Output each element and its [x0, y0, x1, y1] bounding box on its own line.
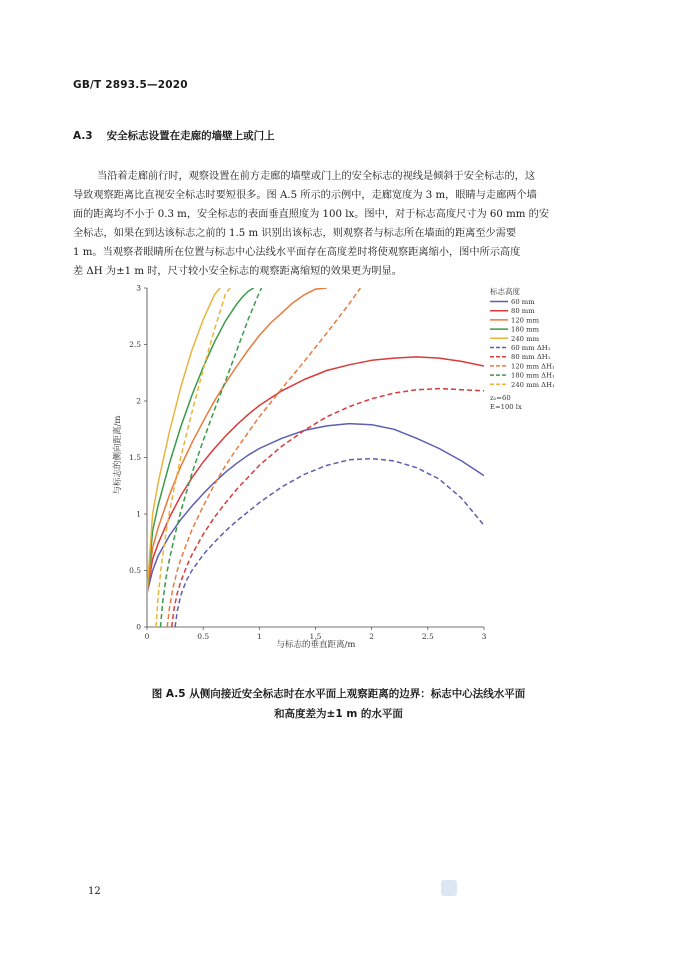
- series-line: [147, 357, 484, 593]
- section-number: A.3: [73, 130, 93, 142]
- series-line: [175, 459, 484, 627]
- y-tick-label: 1.5: [129, 453, 141, 462]
- legend-label: 180 mm: [511, 325, 540, 334]
- legend-note: z₀=60: [490, 394, 511, 402]
- paragraph-line: 当沿着走廊前行时，观察设置在前方走廊的墙壁或门上的安全标志的视线是倾斜于安全标志的，这: [97, 171, 536, 182]
- plot-area: [129, 284, 487, 642]
- series-line: [147, 424, 484, 593]
- series-line: [156, 288, 230, 627]
- legend-title: 标志高度: [490, 287, 520, 296]
- y-axis-label: 与标志的侧向距离/m: [113, 415, 123, 495]
- section-heading: [73, 128, 275, 143]
- figure-caption-line: 和高度差为±1 m 的水平面: [274, 708, 403, 720]
- paragraph-line: 1 m。当观察者眼睛所在位置与标志中心法线水平面存在高度差时将使观察距离缩小，图中所示高度: [73, 247, 521, 258]
- series-line: [147, 288, 327, 593]
- figure-caption: [0, 684, 677, 724]
- standard-code-header: GB/T 2893.5—2020: [73, 79, 188, 91]
- y-tick-label: 3: [136, 283, 141, 293]
- x-tick-label: 3: [481, 632, 487, 641]
- legend-label: 240 mm ΔH₁: [511, 380, 555, 389]
- paragraph-line: 差 ΔH 为±1 m 时，尺寸较小安全标志的观察距离缩短的效果更为明显。: [73, 266, 402, 277]
- y-tick-label: 1: [136, 509, 141, 519]
- series-lines: [147, 288, 484, 627]
- x-tick-label: 2.5: [421, 632, 434, 641]
- legend-label: 240 mm: [511, 334, 540, 343]
- y-tick-label: 0.5: [129, 566, 141, 575]
- paragraph-line: 导致观察距离比直视安全标志时要短很多。图 A.5 所示的示例中，走廊宽度为 3 m，眼睛与走廊两个墙: [73, 190, 537, 201]
- legend-label: 80 mm: [511, 307, 535, 316]
- legend-label: 120 mm ΔH₁: [511, 362, 555, 371]
- y-tick-label: 0: [136, 622, 141, 632]
- paragraph-line: 面的距离均不小于 0.3 m，安全标志的表面垂直照度为 100 lx。图中，对于标志高度尺寸为 60 mm 的安: [73, 209, 550, 220]
- y-tick-label: 2: [136, 396, 141, 406]
- y-tick-label: 2.5: [129, 340, 141, 349]
- legend-label: 60 mm: [511, 298, 535, 306]
- x-tick-label: 1.5: [309, 632, 322, 641]
- legend-note: E=100 lx: [490, 403, 522, 411]
- page-number: 12: [88, 886, 101, 897]
- x-tick-label: 0.5: [197, 632, 210, 641]
- watermark-logo: [441, 880, 457, 896]
- x-axis-label: 与标志的垂直距离/m: [276, 640, 356, 650]
- legend-label: 60 mm ΔH₁: [511, 344, 551, 352]
- legend-label: 180 mm ΔH₁: [511, 371, 555, 380]
- x-tick-label: 0: [144, 632, 150, 641]
- x-tick-label: 1: [256, 632, 262, 641]
- figure-caption-line: 图 A.5 从侧向接近安全标志时在水平面上观察距离的边界：标志中心法线水平面: [151, 688, 526, 700]
- paragraph-line: 全标志，如果在到达该标志之前的 1.5 m 识别出该标志，则观察者与标志所在墙面的距离至少需要: [73, 228, 517, 239]
- figure-a5-chart: [110, 280, 590, 650]
- legend-label: 80 mm ΔH₁: [511, 353, 551, 362]
- chart-legend: [490, 286, 555, 411]
- x-tick-label: 2: [369, 632, 375, 641]
- section-title-text: 安全标志设置在走廊的墙壁上或门上: [106, 130, 275, 142]
- series-line: [172, 389, 484, 627]
- legend-label: 120 mm: [511, 316, 540, 325]
